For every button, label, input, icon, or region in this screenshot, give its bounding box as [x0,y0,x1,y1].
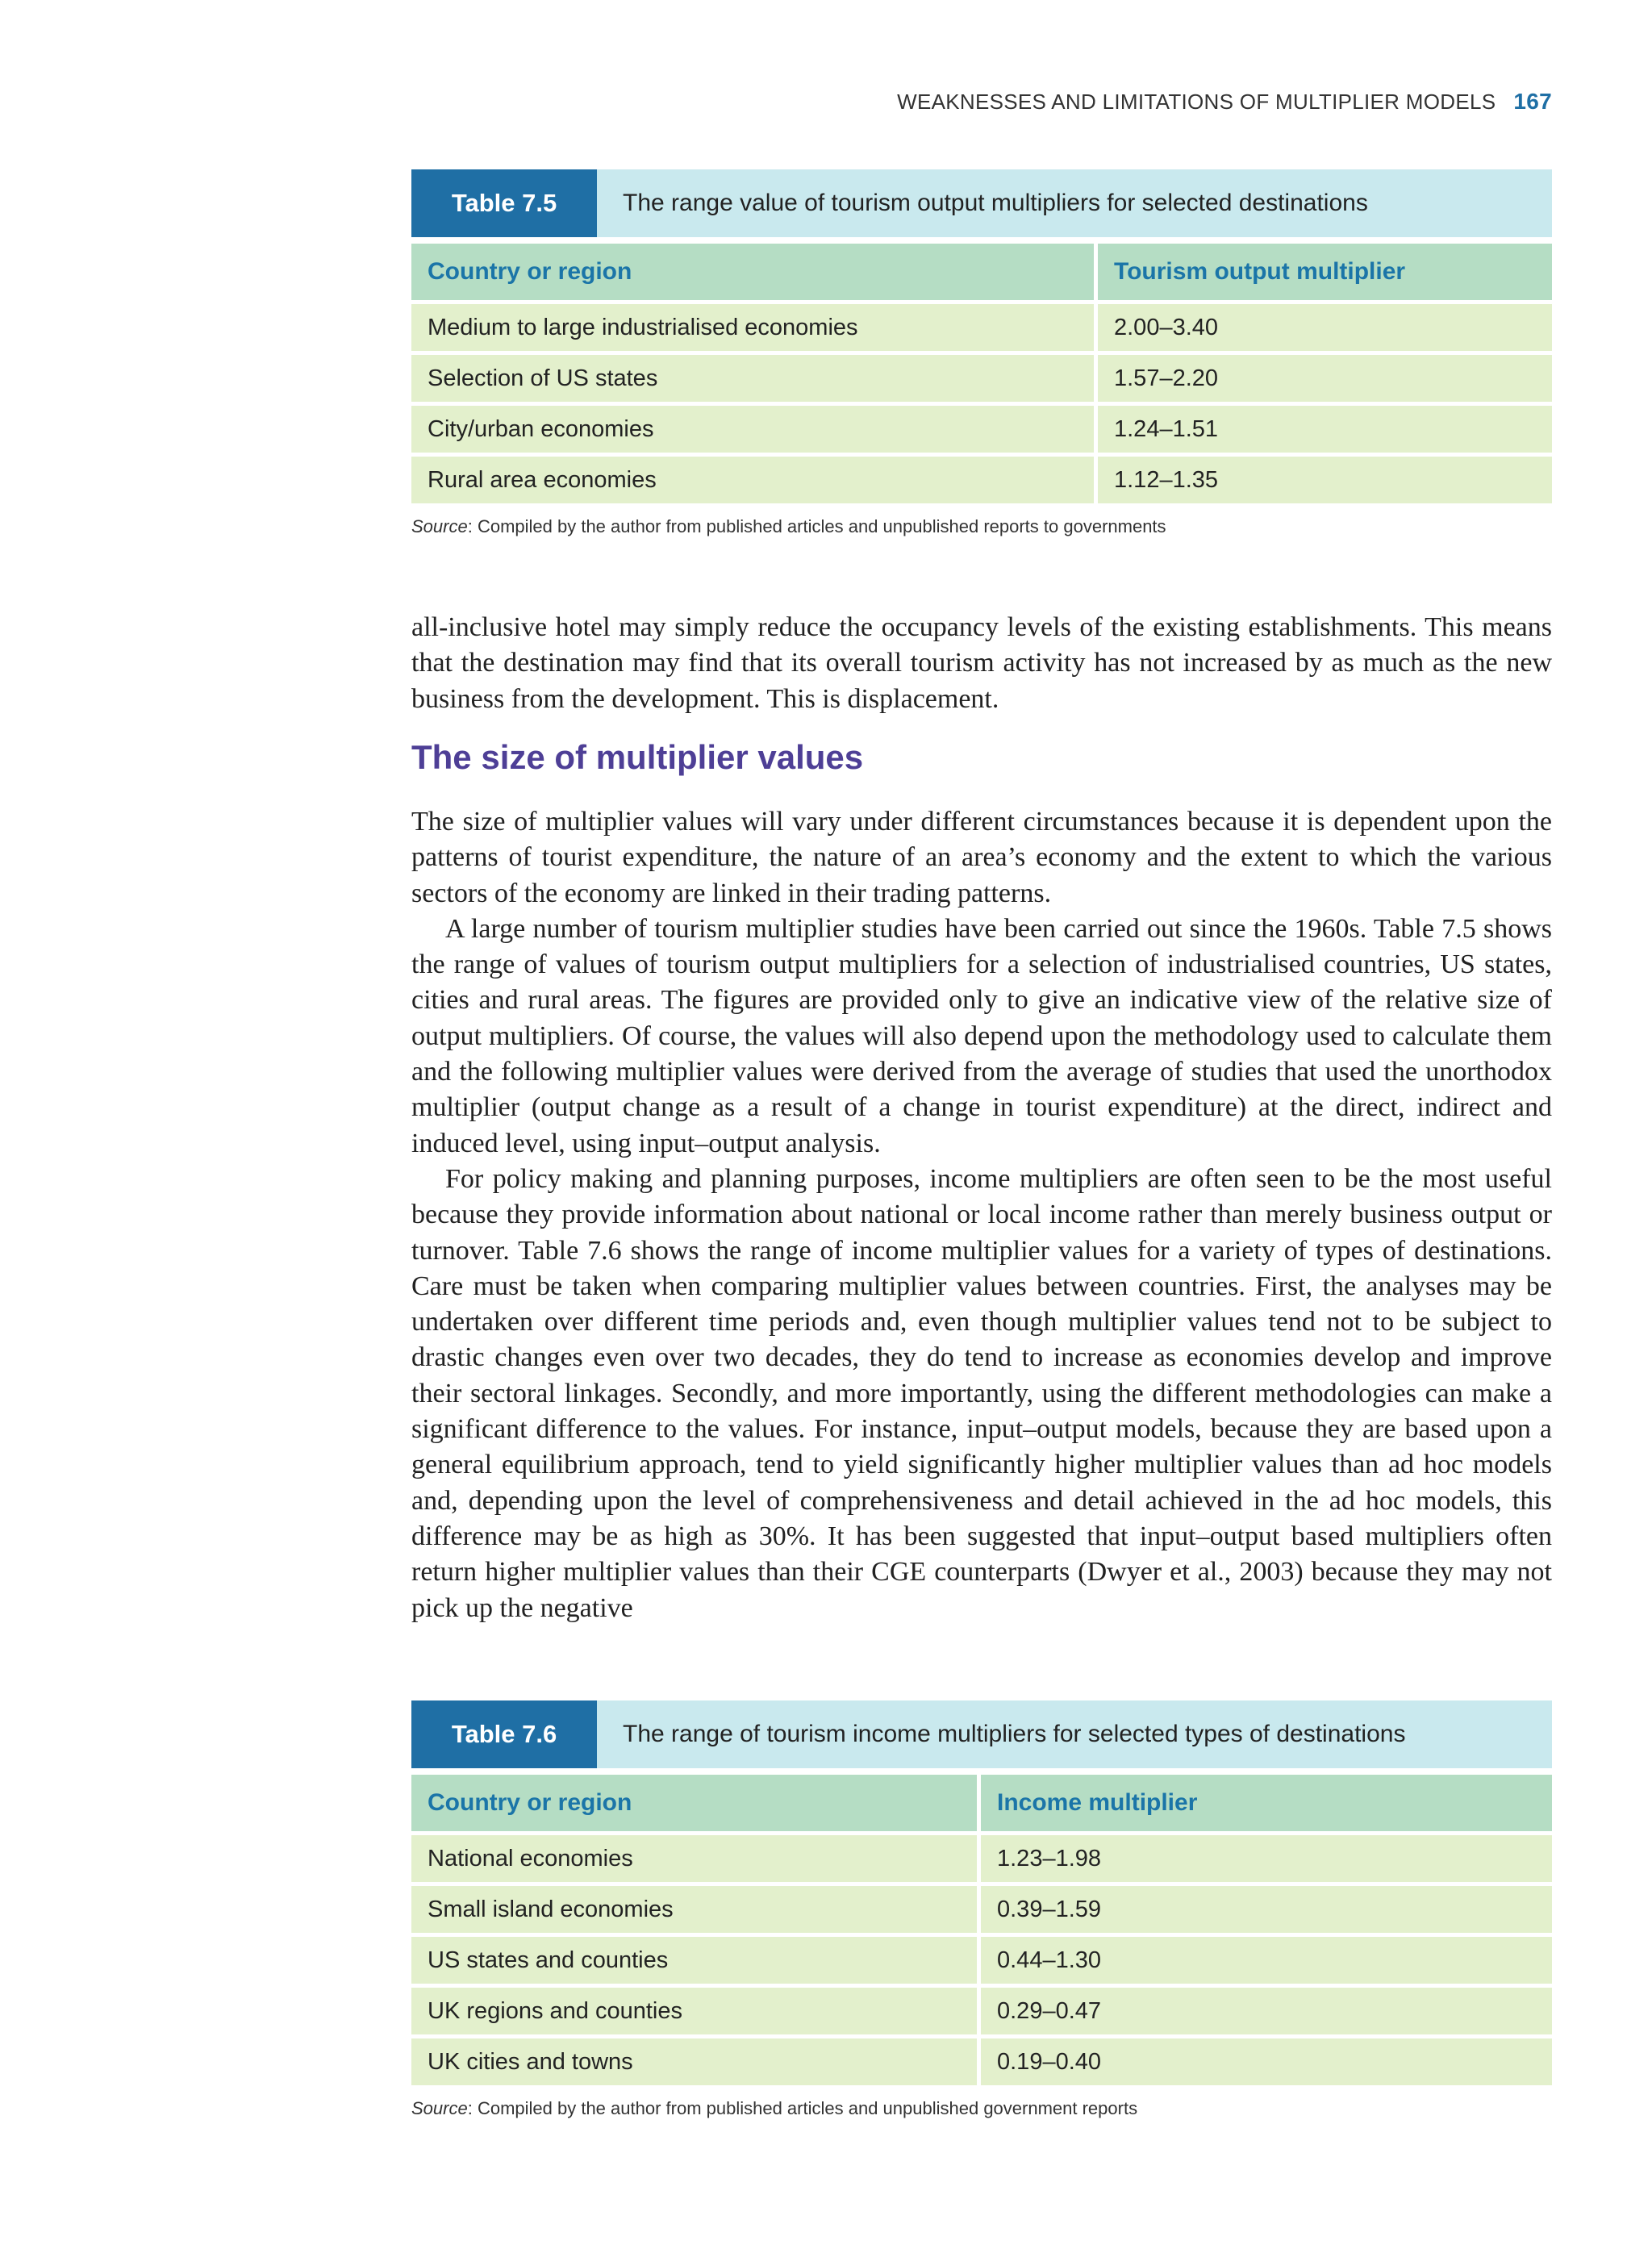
page-number: 167 [1513,89,1552,114]
table-row [411,1937,1552,1984]
paragraph: The size of multiplier values will vary under different circumstances because it is dependent upon the patterns of tourist expenditure, the nature of an area’s economy and the extent to which the various sectors of the economy are linked in their trading patterns. [411,807,1552,908]
table-cell: Small island economies [411,1886,977,1933]
table-header-row [411,244,1552,300]
paragraph: all-inclusive hotel may simply reduce the occupancy levels of the existing establishments. This means that the destination may find that its overall tourism activity has not increased by as much as the new business from the development. This is displacement. [411,612,1552,714]
table-cell: 0.29–0.47 [981,1988,1552,2034]
table-header-row [411,1775,1552,1831]
table-cell: Selection of US states [411,355,1094,402]
source-label: Source [411,516,468,536]
table-cell: 2.00–3.40 [1098,304,1552,351]
table-title: The range of tourism income multipliers for selected types of destinations [623,1721,1406,1747]
table-cell: UK cities and towns [411,2038,977,2085]
table-cell: 1.57–2.20 [1098,355,1552,402]
table-caption [411,169,1552,237]
table-cell: Rural area economies [411,457,1094,503]
source-text: : Compiled by the author from published articles and unpublished reports to governments [467,516,1166,536]
running-head-title: WEAKNESSES AND LIMITATIONS OF MULTIPLIER MODELS [897,90,1496,114]
paragraph: For policy making and planning purposes, income multipliers are often seen to be the most useful because they provide information about national or local income rather than merely business output or turnover. Table 7.6 shows the range of income multiplier values for a variety of types of destinations. Care must be taken when comparing multiplier values between countries. First, the analyses may be undertaken over different time periods and, even though multiplier values tend not to be subject to drastic changes even over two decades, they do tend to increase as economies develop and improve their sectoral linkages. Secondly, and more importantly, using the different methodologies can make a significant difference to the values. For instance, input–output models, because they are based upon a general equilibrium approach, tend to yield significantly higher multiplier values than ad hoc models and, depending upon the level of comprehensiveness and detail achieved in the ad hoc models, this difference may be as high as 30%. It has been suggested that input–output based multipliers often return higher multiplier values than their CGE counterparts (Dwyer et al., 2003) because they may not pick up the negative [411,1163,1552,1623]
table-cell: Medium to large industrialised economies [411,304,1094,351]
table-7-6 [411,1700,1552,2119]
column-header: Tourism output multiplier [1098,244,1552,300]
table-cell: US states and counties [411,1937,977,1984]
column-header: Country or region [411,244,1094,300]
running-head [411,89,1552,115]
table-row [411,355,1552,402]
table-cell: UK regions and counties [411,1988,977,2034]
column-header: Income multiplier [981,1775,1552,1831]
table-cell: 0.39–1.59 [981,1886,1552,1933]
table-source [411,516,1552,537]
table-number: Table 7.6 [411,1700,597,1768]
paragraph: A large number of tourism multiplier studies have been carried out since the 1960s. Table 7.5 shows the range of values of tourism output multipliers for a selection of industrialised countries, US states, cities and rural areas. The figures are provided only to give an indicative view of the relative size of output multipliers. Of course, the values will also depend upon the methodology used to calculate them and the following multiplier values were derived from the average of studies that used the unorthodox multiplier (output change as a result of a change in tourist expenditure) at the direct, indirect and induced level, using input–output analysis. [411,913,1552,1158]
continued-paragraph [411,610,1552,717]
table-row [411,304,1552,351]
table-cell: City/urban economies [411,406,1094,453]
column-header: Country or region [411,1775,977,1831]
table-row [411,406,1552,453]
table-row [411,1886,1552,1933]
table-grid [411,244,1552,503]
section-body [411,804,1552,1626]
source-label: Source [411,2098,468,2118]
table-row [411,457,1552,503]
table-cell: 0.19–0.40 [981,2038,1552,2085]
table-cell: 1.23–1.98 [981,1835,1552,1882]
table-cell: 0.44–1.30 [981,1937,1552,1984]
table-caption [411,1700,1552,1768]
section-heading: The size of multiplier values [411,738,864,776]
table-row [411,1835,1552,1882]
table-cell: National economies [411,1835,977,1882]
table-grid [411,1775,1552,2085]
table-source [411,2098,1552,2119]
table-row [411,1988,1552,2034]
table-cell: 1.12–1.35 [1098,457,1552,503]
table-cell: 1.24–1.51 [1098,406,1552,453]
table-number: Table 7.5 [411,169,597,237]
source-text: : Compiled by the author from published articles and unpublished government reports [467,2098,1138,2118]
table-row [411,2038,1552,2085]
table-7-5 [411,169,1552,537]
table-title: The range value of tourism output multipliers for selected destinations [623,190,1368,216]
